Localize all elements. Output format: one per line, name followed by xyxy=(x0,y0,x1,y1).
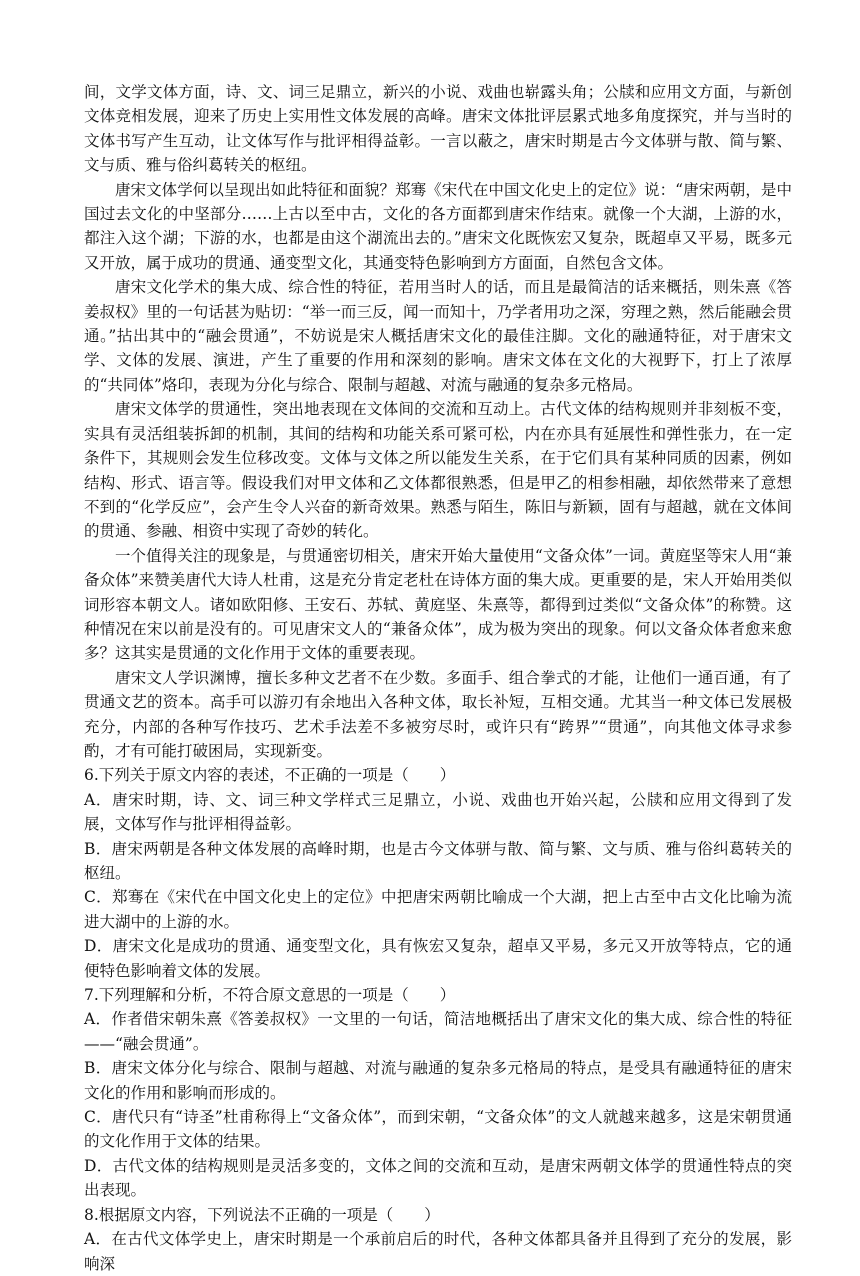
question-6 xyxy=(84,763,792,983)
option-c: C．唐代只有“诗圣”杜甫称得上“文备众体”，而到宋朝，“文备众体”的文人就越来越多，这是宋朝贯通的文化作用于文体的结果。 xyxy=(84,1108,792,1151)
option-d: D．唐宋文化是成功的贯通、通变型文化，具有恢宏又复杂，超卓又平易，多元又开放等特点，它的通便特色影响着文体的发展。 xyxy=(84,937,792,980)
question-7 xyxy=(84,983,792,1203)
passage-paragraph-4: 唐宋文体学的贯通性，突出地表现在文体间的交流和互动上。古代文体的结构规则并非刻板不变，实具有灵活组装拆卸的机制，其间的结构和功能关系可紧可松，内在亦具有延展性和弹性张力，在一定条件下，其规则会发生位移改变。文体与文体之所以能发生关系，在于它们具有某种同质的因素，例如结构、形式、语言等。假设我们对甲文体和乙文体都很熟悉，但是甲乙的相参相融，却依然带来了意想不到的“化学反应”，会产生令人兴奋的新奇效果。熟悉与陌生，陈旧与新颖，固有与超越，就在文体间的贯通、参融、相资中实现了奇妙的转化。 xyxy=(84,400,792,541)
option-a: A．在古代文体学史上，唐宋时期是一个承前启后的时代，各种文体都具备并且得到了充分的发展，影响深 xyxy=(84,1230,792,1273)
question-stem: 8.根据原文内容，下列说法不正确的一项是（ ） xyxy=(84,1205,440,1224)
question-stem: 7.下列理解和分析，不符合原文意思的一项是（ ） xyxy=(84,986,456,1005)
option-c: C．郑骞在《宋代在中国文化史上的定位》中把唐宋两朝比喻成一个大湖，把上古至中古文化比喻为流进大湖中的上游的水。 xyxy=(84,888,792,931)
passage-paragraph-6: 唐宋文人学识渊博，擅长多种文艺者不在少数。多面手、组合拳式的才能，让他们一通百通，有了贯通文艺的资本。高手可以游刃有余地出入各种文体，取长补短，互相交通。尤其当一种文体已发展极充分，内部的各种写作技巧、艺术手法差不多被穷尽时，或许只有“跨界”“贯通”，向其他文体寻求参酌，才有可能打破困局，实现新变。 xyxy=(84,668,792,760)
passage-paragraph-1: 间，文学文体方面，诗、文、词三足鼎立，新兴的小说、戏曲也崭露头角；公牍和应用文方面，与新创文体竞相发展，迎来了历史上实用性文体发展的高峰。唐宋文体批评层累式地多角度探究，并与当时的文体书写产生互动，让文体写作与批评相得益彰。一言以蔽之，唐宋时期是古今文体骈与散、简与繁、文与质、雅与俗纠葛转关的枢纽。 xyxy=(84,83,792,175)
passage-paragraph-3: 唐宋文化学术的集大成、综合性的特征，若用当时人的话，而且是最简洁的话来概括，则朱熹《答姜叔权》里的一句话甚为贴切：“举一而三反，闻一而知十，乃学者用功之深，穷理之熟，然后能融会贯通。”拈出其中的“融会贯通”，不妨说是宋人概括唐宋文化的最佳注脚。文化的融通特征，对于唐宋文学、文体的发展、演进，产生了重要的作用和深刻的影响。唐宋文体在文化的大视野下，打上了浓厚的“共同体”烙印，表现为分化与综合、限制与超越、对流与融通的复杂多元格局。 xyxy=(84,278,792,394)
passage xyxy=(84,80,792,763)
option-d: D．古代文体的结构规则是灵活多变的，文体之间的交流和互动，是唐宋两朝文体学的贯通性特点的突出表现。 xyxy=(84,1156,792,1200)
question-stem: 6.下列关于原文内容的表述，不正确的一项是（ ） xyxy=(84,766,456,785)
option-a: A．作者借宋朝朱熹《答姜叔权》一文里的一句话，简洁地概括出了唐宋文化的集大成、综合性的特征——“融会贯通”。 xyxy=(84,1010,792,1053)
passage-paragraph-2: 唐宋文体学何以呈现出如此特征和面貌？郑骞《宋代在中国文化史上的定位》说：“唐宋两朝，是中国过去文化的中坚部分……上古以至中古，文化的各方面都到唐宋作结束。就像一个大湖，上游的水，都注入这个湖；下游的水，也都是由这个湖流出去的。”唐宋文化既恢宏又复杂，既超卓又平易，既多元又开放，属于成功的贯通、通变型文化，其通变特色影响到方方面面，自然包含文体。 xyxy=(84,180,792,272)
question-8 xyxy=(84,1203,792,1276)
option-b: B．唐宋两朝是各种文体发展的高峰时期，也是古今文体骈与散、简与繁、文与质、雅与俗纠葛转关的枢纽。 xyxy=(84,839,792,882)
option-a: A．唐宋时期，诗、文、词三种文学样式三足鼎立，小说、戏曲也开始兴起，公牍和应用文得到了发展，文体写作与批评相得益彰。 xyxy=(84,790,792,834)
passage-paragraph-5: 一个值得关注的现象是，与贯通密切相关，唐宋开始大量使用“文备众体”一词。黄庭坚等宋人用“兼备众体”来赞美唐代大诗人杜甫，这是充分肯定老杜在诗体方面的集大成。更重要的是，宋人开始用类似词形容本朝文人。诸如欧阳修、王安石、苏轼、黄庭坚、朱熹等，都得到过类似“文备众体”的称赞。这种情况在宋以前是没有的。可见唐宋文人的“兼备众体”，成为极为突出的现象。何以文备众体者愈来愈多？这其实是贯通的文化作用于文体的重要表现。 xyxy=(84,546,792,663)
option-b: B．唐宋文体分化与综合、限制与超越、对流与融通的复杂多元格局的特点，是受具有融通特征的唐宋文化的作用和影响而形成的。 xyxy=(84,1059,792,1102)
